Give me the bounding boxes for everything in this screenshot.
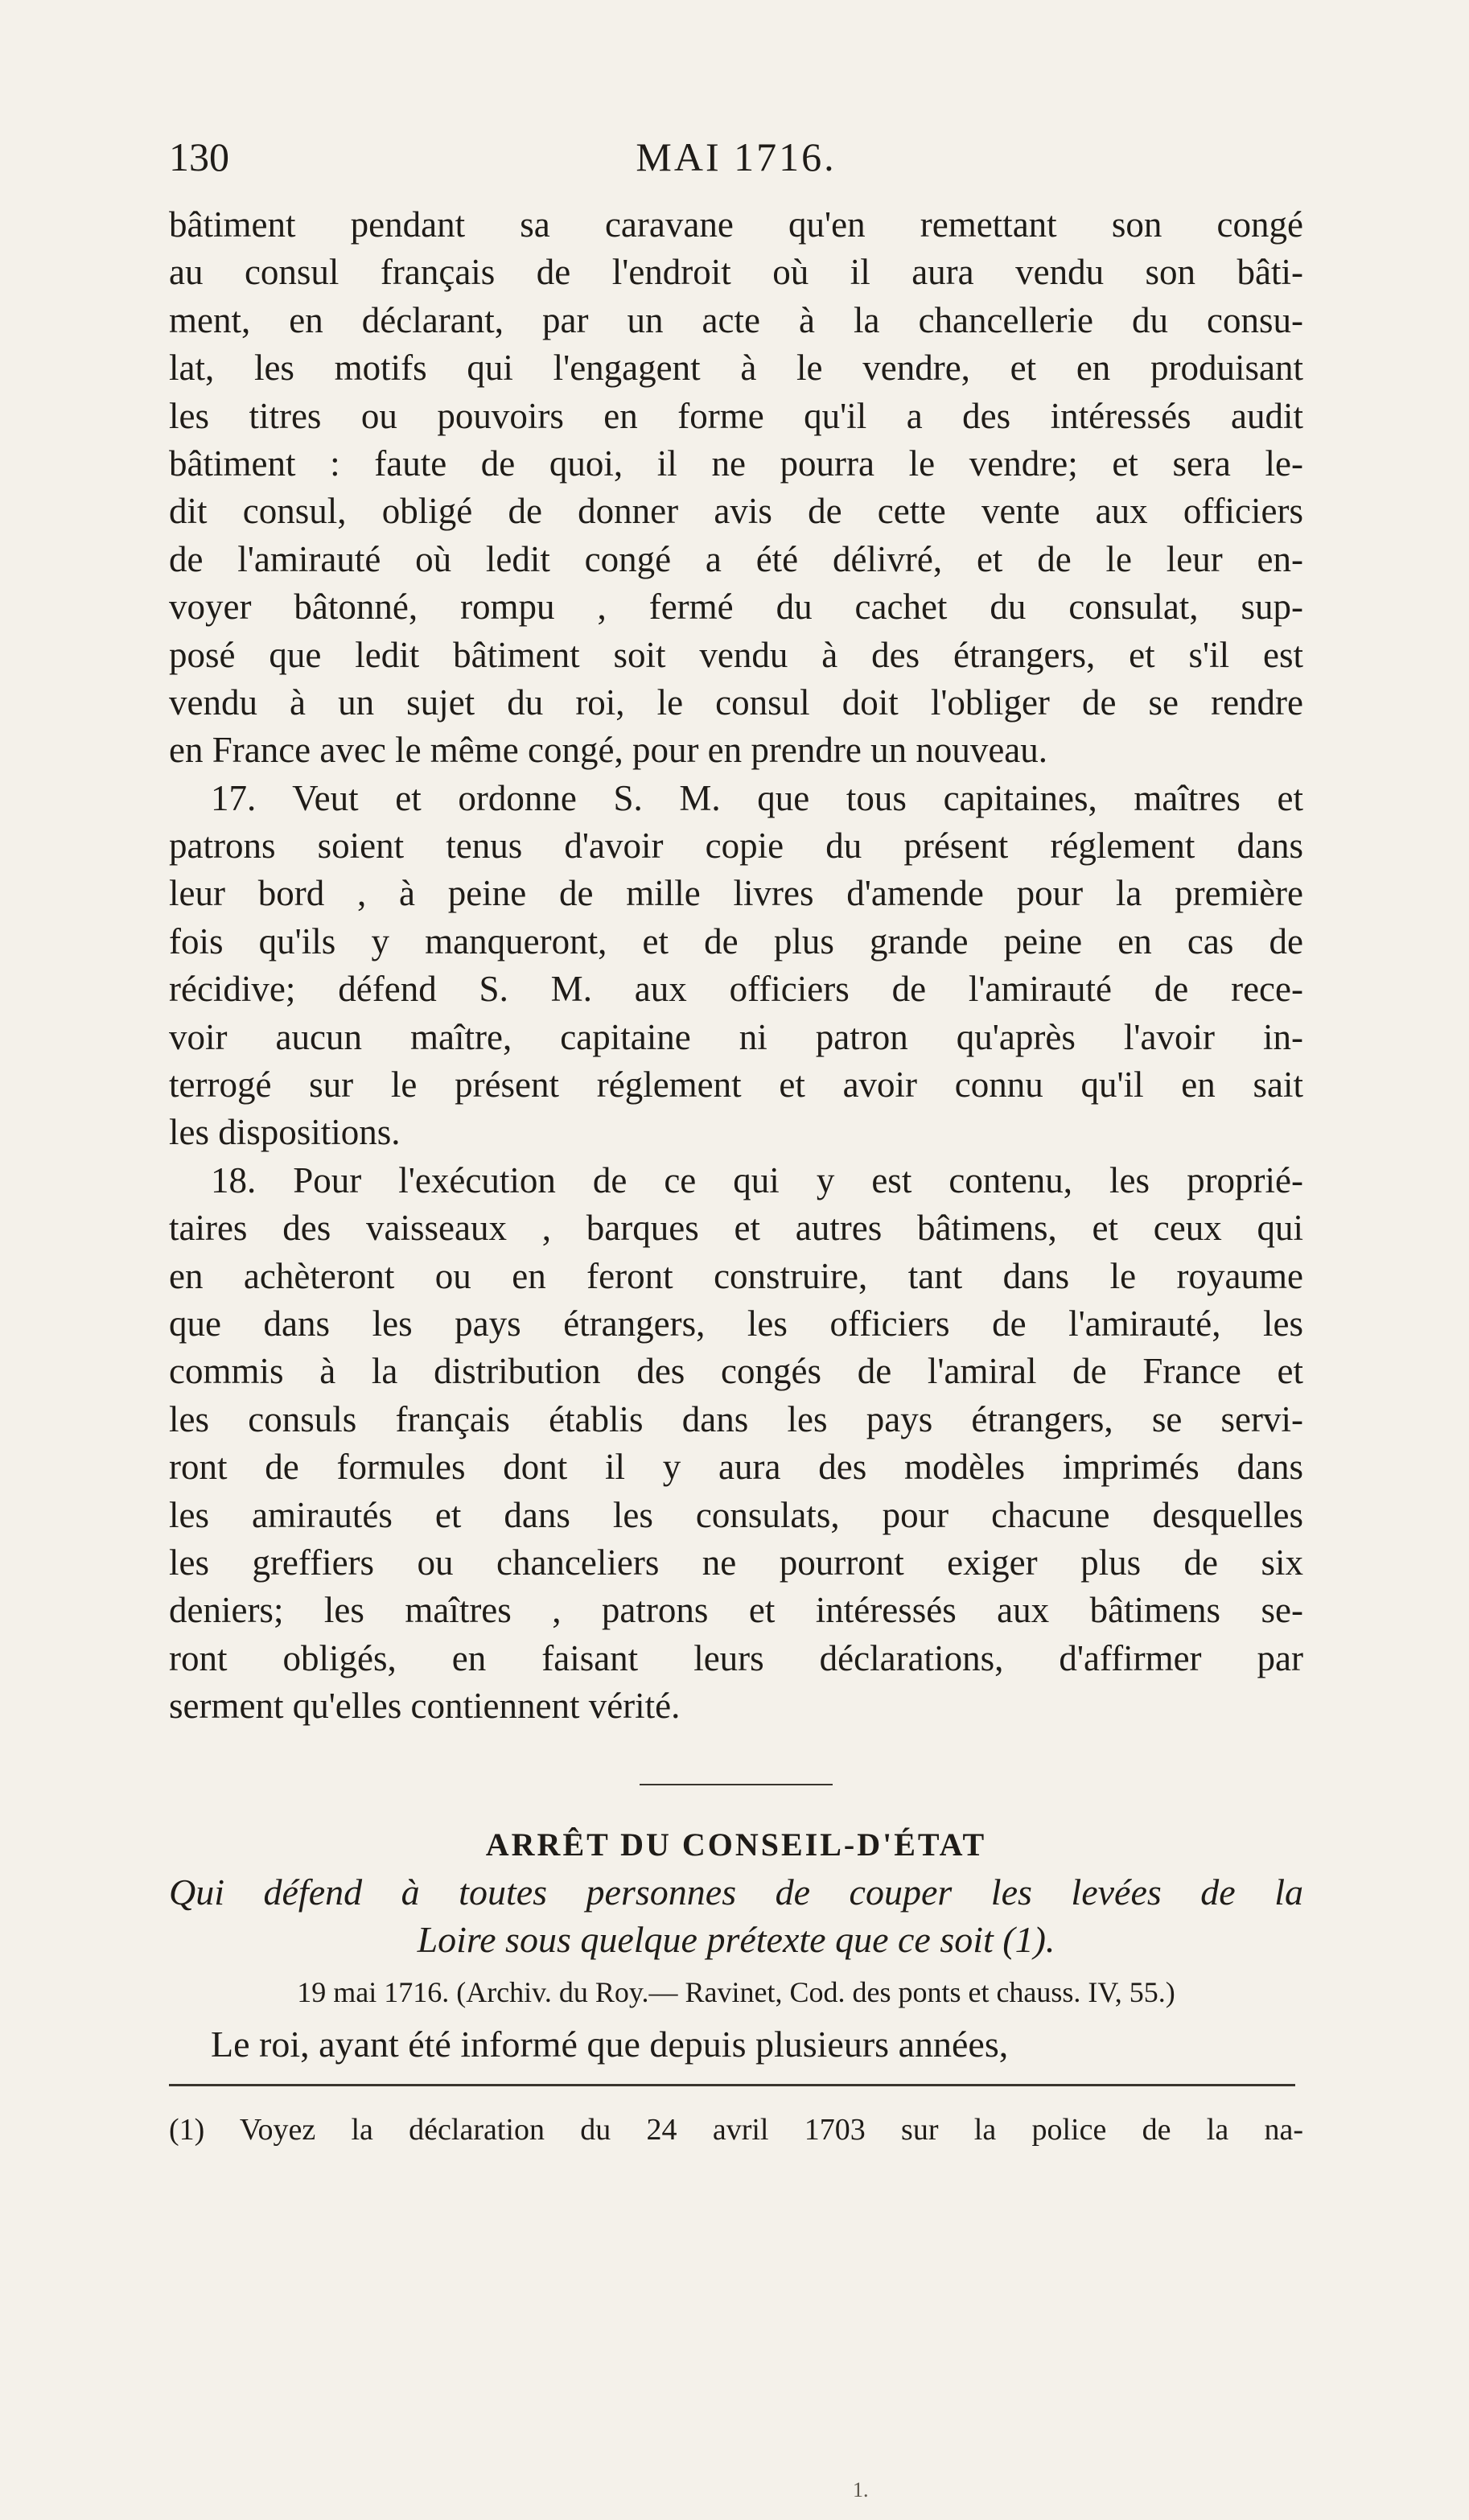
text-line: posé que ledit bâtiment soit vendu à des étrangers, et s'il est [169,634,1303,675]
text-line: bâtiment : faute de quoi, il ne pourra le vendre; et sera le- [169,443,1303,484]
text-line: commis à la distribution des congés de l'amiral de France et [169,1351,1303,1392]
text-line: dit consul, obligé de donner avis de cette vente aux officiers [169,491,1303,532]
text-line: en France avec le même congé, pour en prendre un nouveau. [169,730,1048,771]
article-17 [169,775,1303,1157]
text-line: 18. Pour l'exécution de ce qui y est contenu, les proprié- [211,1159,1303,1200]
text-line: ment, en déclarant, par un acte à la chancellerie du consu- [169,299,1303,340]
continued-paragraph [169,201,1303,775]
page-header [169,134,1303,190]
subtitle-line: Qui défend à toutes personnes de couper les levées de la [169,1871,1303,1913]
text-line: les titres ou pouvoirs en forme qu'il a des intéressés audit [169,395,1303,436]
text-line: voyer bâtonné, rompu , fermé du cachet du consulat, sup- [169,587,1303,628]
text-line: voir aucun maître, capitaine ni patron qu'après l'avoir in- [169,1016,1303,1057]
text-line: ront de formules dont il y aura des modèles imprimés dans [169,1447,1303,1488]
spacer [169,1731,1303,1776]
spacer [169,2086,1303,2106]
text-line: leur bord , à peine de mille livres d'amende pour la première [169,873,1303,914]
text-line: terrogé sur le présent réglement et avoir connu qu'il en sait [169,1064,1303,1106]
page-number: 130 [169,134,229,179]
text-line: patrons soient tenus d'avoir copie du présent réglement dans [169,826,1303,867]
text-line: 17. Veut et ordonne S. M. que tous capitaines, maîtres et [211,777,1303,818]
text-line: en achèteront ou en feront construire, tant dans le royaume [169,1255,1303,1296]
footnote: (1) Voyez la déclaration du 24 avril 1703 sur la police de la na- [169,2113,1303,2147]
text-line: bâtiment pendant sa caravane qu'en remettant son congé [169,204,1303,245]
text-line: ront obligés, en faisant leurs déclarations, d'affirmer par [169,1637,1303,1678]
decree-source: 19 mai 1716. (Archiv. du Roy.— Ravinet, Cod. des ponts et chauss. IV, 55.) [297,1975,1175,2008]
text-line: les amirautés et dans les consulats, pour chacune desquelles [169,1494,1303,1535]
running-head: MAI 1716. [636,134,837,179]
text-line: récidive; défend S. M. aux officiers de l'amirauté de rece- [169,969,1303,1010]
spacer [169,2068,1303,2084]
text-line: les greffiers ou chanceliers ne pourront exiger plus de six [169,1542,1303,1583]
text-line: les dispositions. [169,1112,401,1153]
text-line: au consul français de l'endroit où il aura vendu son bâti- [169,252,1303,293]
text-block [169,201,1303,2154]
decree-title: ARRÊT DU CONSEIL-D'ÉTAT [485,1826,987,1863]
subtitle-line: Loire sous quelque prétexte que ce soit (1). [417,1919,1055,1961]
text-line: que dans les pays étrangers, les officiers de l'amirauté, les [169,1303,1303,1344]
signature-mark: 1. [853,2478,869,2501]
spacer [169,1785,1303,1821]
decree-opening: Le roi, ayant été informé que depuis plusieurs années, [211,2023,1009,2065]
text-line: vendu à un sujet du roi, le consul doit l'obliger de se rendre [169,681,1303,723]
article-18 [169,1157,1303,1731]
text-line: fois qu'ils y manqueront, et de plus grande peine en cas de [169,920,1303,961]
text-line: lat, les motifs qui l'engagent à le vendre, et en produisant [169,348,1303,389]
decree-subtitle [169,1868,1303,1964]
text-line: serment qu'elles contiennent vérité. [169,1686,681,1727]
text-line: de l'amirauté où ledit congé a été délivré, et de le leur en- [169,538,1303,579]
text-line: taires des vaisseaux , barques et autres bâtimens, et ceux qui [169,1208,1303,1249]
text-line: les consuls français établis dans les pays étrangers, se servi- [169,1398,1303,1439]
text-line: deniers; les maîtres , patrons et intéressés aux bâtimens se- [169,1590,1303,1631]
